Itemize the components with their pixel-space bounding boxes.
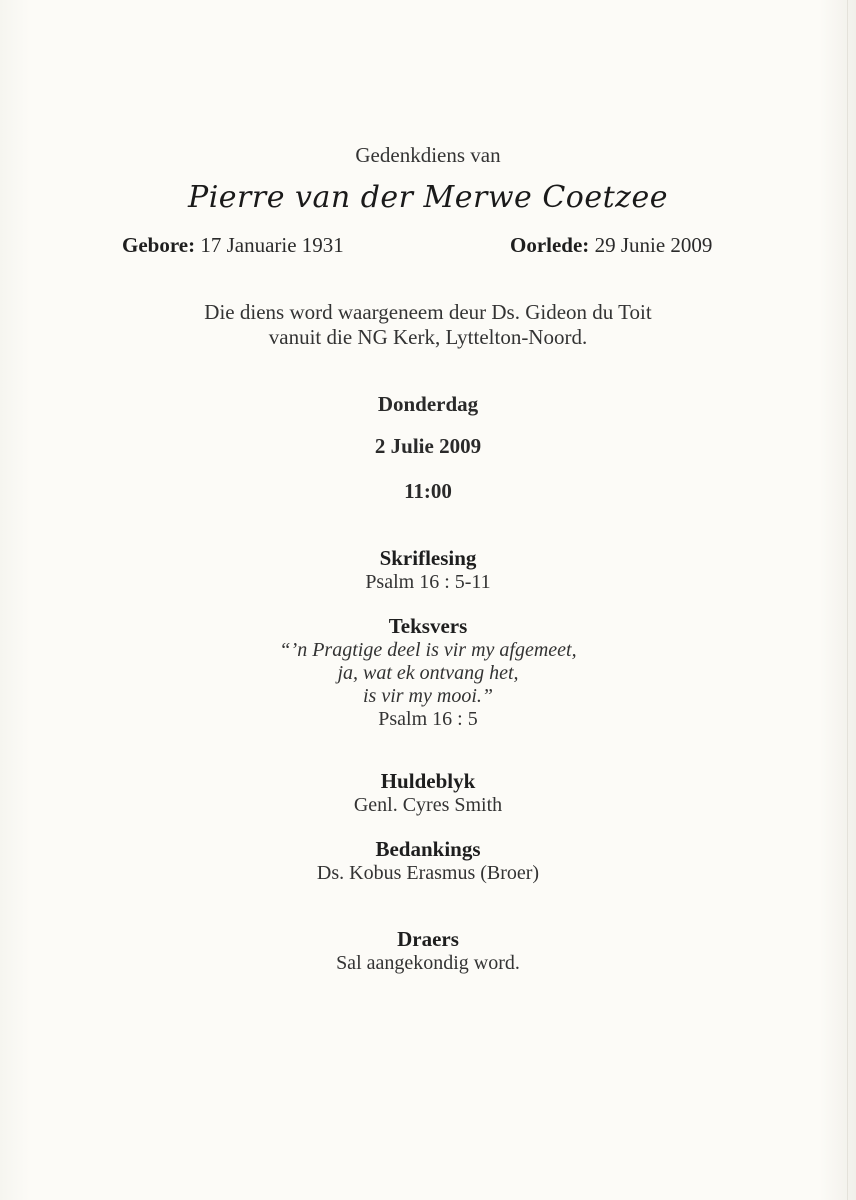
tribute-title: Huldeblyk: [380, 769, 476, 793]
tribute-section: [0, 769, 856, 817]
service-day: Donderdag: [377, 392, 479, 416]
thanks-text: Ds. Kobus Erasmus (Broer): [316, 862, 540, 884]
service-time: 11:00: [404, 479, 452, 503]
tribute-text: Genl. Cyres Smith: [353, 794, 503, 816]
officiant-text: [0, 300, 856, 350]
text-verse-section: [0, 614, 856, 731]
death-label: Oorlede:: [510, 233, 590, 257]
text-verse-title: Teksvers: [388, 614, 468, 638]
officiant-line-2: vanuit die NG Kerk, Lyttelton-Noord.: [268, 325, 588, 349]
thanks-title: Bedankings: [375, 837, 481, 861]
scripture-text: Psalm 16 : 5-11: [365, 571, 491, 593]
death-value: 29 Junie 2009: [594, 233, 713, 257]
bearers-text: Sal aangekondig word.: [336, 952, 520, 974]
bearers-title: Draers: [397, 927, 459, 951]
death-date: [510, 233, 712, 258]
verse-line-3: is vir my mooi.”: [363, 685, 493, 707]
officiant-line-1: Die diens word waargeneem deur Ds. Gideon du Toit: [204, 300, 652, 324]
birth-value: 17 Januarie 1931: [200, 233, 344, 257]
verse-line-1: “’n Pragtige deel is vir my afgemeet,: [279, 639, 577, 661]
birth-date: [122, 233, 344, 258]
birth-label: Gebore:: [122, 233, 196, 257]
intro-text: Gedenkdiens van: [355, 143, 501, 167]
thanks-section: [0, 837, 856, 885]
bearers-section: [0, 927, 856, 975]
verse-line-2: ja, wat ek ontvang het,: [337, 662, 519, 684]
scripture-section: [0, 546, 856, 594]
service-date: 2 Julie 2009: [374, 434, 482, 458]
scripture-title: Skriflesing: [379, 546, 477, 570]
deceased-name: Pierre van der Merwe Coetzee: [188, 180, 668, 215]
verse-reference: Psalm 16 : 5: [378, 708, 478, 730]
